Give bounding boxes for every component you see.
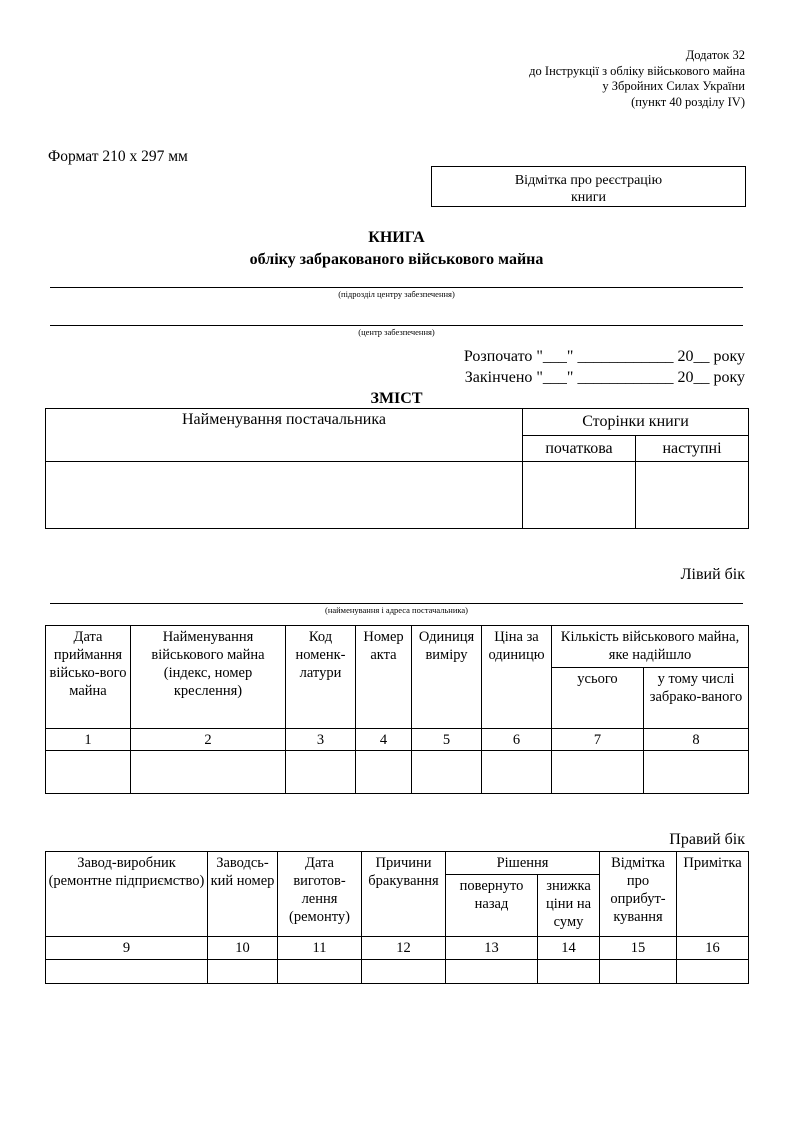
header-book-pages: Сторінки книги <box>523 409 749 436</box>
col-number-4: 4 <box>356 729 412 751</box>
cell-10[interactable] <box>208 960 278 984</box>
appendix-line-4: (пункт 40 розділу IV) <box>631 94 745 109</box>
right-side-label: Правий бік <box>669 831 745 848</box>
finished-date: Закінчено "___" ____________ 20__ року <box>464 369 745 386</box>
col-number-7: 7 <box>552 729 644 751</box>
header-initial-page: початкова <box>523 436 636 462</box>
cell-15[interactable] <box>600 960 677 984</box>
table-row <box>46 462 749 529</box>
header-item-name: Найменування військового майна (індекс, номер креслення) <box>131 626 286 729</box>
header-act-number: Номер акта <box>356 626 412 729</box>
cell-14[interactable] <box>538 960 600 984</box>
col-number-14: 14 <box>538 937 600 960</box>
registration-line-1: Відмітка про реєстрацію <box>514 173 663 188</box>
book-title: КНИГА <box>368 229 425 246</box>
header-note: Примітка <box>677 852 749 937</box>
col-number-10: 10 <box>208 937 278 960</box>
cell-11[interactable] <box>278 960 362 984</box>
header-unit: Одиниця виміру <box>412 626 482 729</box>
book-subtitle: обліку забракованого військового майна <box>249 251 544 268</box>
header-receipt-mark: Відмітка про оприбут-кування <box>600 852 677 937</box>
col-number-13: 13 <box>446 937 538 960</box>
appendix-note <box>529 48 745 110</box>
col-number-12: 12 <box>362 937 446 960</box>
cell-13[interactable] <box>446 960 538 984</box>
appendix-line-1: Додаток 32 <box>685 48 745 62</box>
cell-4[interactable] <box>356 751 412 794</box>
header-manufacturer: Завод-виробник (ремонтне підприємство) <box>46 852 208 937</box>
left-side-label: Лівий бік <box>680 566 745 583</box>
header-code: Код номенк-латури <box>286 626 356 729</box>
registration-box <box>431 166 746 207</box>
cell-1[interactable] <box>46 751 131 794</box>
header-price-discount: знижка ціни на суму <box>538 875 600 937</box>
registration-line-2: книги <box>570 190 607 205</box>
header-returned: повернуто назад <box>446 875 538 937</box>
col-number-5: 5 <box>412 729 482 751</box>
cell-2[interactable] <box>131 751 286 794</box>
cell-initial[interactable] <box>523 462 636 529</box>
col-number-1: 1 <box>46 729 131 751</box>
header-rejected: у тому числі забрако-ваного <box>644 668 749 729</box>
col-number-11: 11 <box>278 937 362 960</box>
header-rejection-reasons: Причини бракування <box>362 852 446 937</box>
header-unit-price: Ціна за одиницю <box>482 626 552 729</box>
header-total: усього <box>552 668 644 729</box>
header-manufacture-date: Дата виготов-лення (ремонту) <box>278 852 362 937</box>
supplier-caption: (найменування і адреса постачальника) <box>324 605 469 615</box>
right-side-table <box>45 851 749 984</box>
center-caption: (центр забезпечення) <box>358 327 435 337</box>
subdivision-line[interactable] <box>50 287 743 288</box>
table-row <box>46 960 749 984</box>
header-decision: Рішення <box>446 852 600 875</box>
col-number-2: 2 <box>131 729 286 751</box>
supplier-line[interactable] <box>50 603 743 604</box>
center-line[interactable] <box>50 325 743 326</box>
cell-9[interactable] <box>46 960 208 984</box>
header-quantity-received: Кількість військового майна, яке надійшло <box>552 626 749 668</box>
header-supplier-name: Найменування постачальника <box>46 409 523 462</box>
cell-7[interactable] <box>552 751 644 794</box>
header-date: Дата приймання військо-вого майна <box>46 626 131 729</box>
cell-5[interactable] <box>412 751 482 794</box>
header-next-pages: наступні <box>636 436 749 462</box>
cell-8[interactable] <box>644 751 749 794</box>
contents-heading: ЗМІСТ <box>370 390 423 407</box>
col-number-6: 6 <box>482 729 552 751</box>
cell-next[interactable] <box>636 462 749 529</box>
col-number-16: 16 <box>677 937 749 960</box>
col-number-3: 3 <box>286 729 356 751</box>
header-serial-number: Заводсь-кий номер <box>208 852 278 937</box>
format-label: Формат 210 х 297 мм <box>48 148 188 165</box>
cell-16[interactable] <box>677 960 749 984</box>
cell-12[interactable] <box>362 960 446 984</box>
col-number-9: 9 <box>46 937 208 960</box>
cell-supplier[interactable] <box>46 462 523 529</box>
col-number-15: 15 <box>600 937 677 960</box>
contents-table <box>45 408 749 529</box>
cell-6[interactable] <box>482 751 552 794</box>
left-side-table <box>45 625 749 794</box>
appendix-line-3: у Збройних Силах України <box>602 79 745 93</box>
appendix-line-2: до Інструкції з обліку військового майна <box>529 63 745 78</box>
subdivision-caption: (підрозділ центру забезпечення) <box>338 289 455 299</box>
col-number-8: 8 <box>644 729 749 751</box>
table-row <box>46 751 749 794</box>
started-date: Розпочато "___" ____________ 20__ року <box>463 348 745 365</box>
cell-3[interactable] <box>286 751 356 794</box>
